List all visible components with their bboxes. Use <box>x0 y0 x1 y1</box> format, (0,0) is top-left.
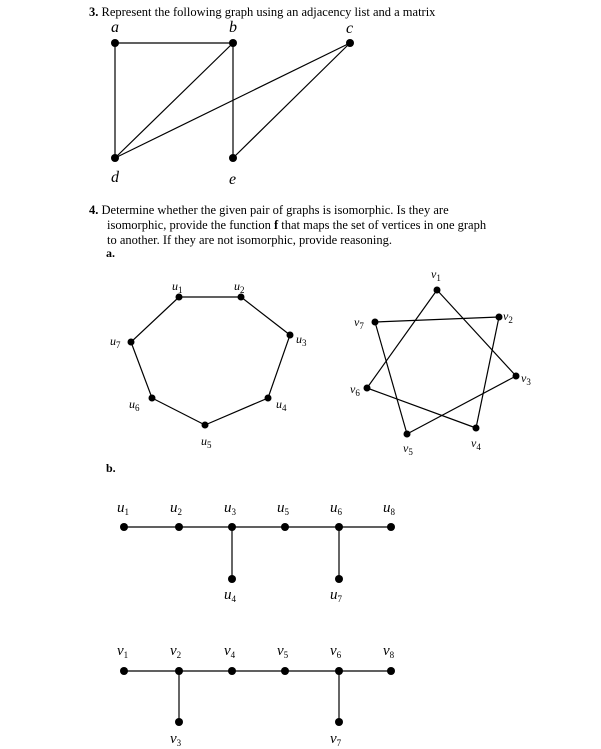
label-u2: $u_2$ <box>234 279 245 295</box>
label-b-v8: $v_8$ <box>383 643 395 660</box>
edge-v7-v2 <box>375 317 499 322</box>
edge-v6-v1 <box>367 290 437 388</box>
vertex-b-v6 <box>335 667 343 675</box>
edge-v4-v6 <box>367 388 476 428</box>
q4-line1-text: Determine whether the given pair of graphs is isomorphic. Is they are <box>101 203 449 217</box>
q4-line2-post: that maps the set of vertices in one graph <box>278 218 487 232</box>
heptagon-u <box>131 297 290 425</box>
label-u6: $u_6$ <box>129 397 140 413</box>
edge-c-e <box>233 43 350 158</box>
label-a: a <box>111 19 119 36</box>
vertex-b-v3 <box>175 718 183 726</box>
label-u4: $u_4$ <box>276 397 287 413</box>
label-b-u3: $u_3$ <box>224 500 236 517</box>
label-b-u8: $u_8$ <box>383 500 395 517</box>
label-u3: $u_3$ <box>296 332 307 348</box>
vertex-b-v8 <box>387 667 395 675</box>
edge-v1-v3 <box>437 290 516 376</box>
label-b-v4: $v_4$ <box>224 643 236 660</box>
vertex-v4 <box>473 425 480 432</box>
label-b-v2: $v_2$ <box>170 643 182 660</box>
vertex-b-v2 <box>175 667 183 675</box>
vertex-u5 <box>202 422 209 429</box>
vertex-v7 <box>372 319 379 326</box>
label-b-u4: $u_4$ <box>224 587 236 604</box>
vertex-b-u4 <box>228 575 236 583</box>
label-b-v3: $v_3$ <box>170 731 182 748</box>
q4-line2-pre: isomorphic, provide the function <box>107 218 274 232</box>
vertex-v1 <box>434 287 441 294</box>
label-v5: $v_5$ <box>403 441 413 457</box>
vertex-b-v7 <box>335 718 343 726</box>
part-a-label: a. <box>106 246 115 260</box>
label-c: c <box>346 20 354 37</box>
label-b-u6: $u_6$ <box>330 500 342 517</box>
label-b-u7: $u_7$ <box>330 587 342 604</box>
vertex-d <box>111 154 119 162</box>
vertex-b-u6 <box>335 523 343 531</box>
vertex-b-u8 <box>387 523 395 531</box>
label-b-u2: $u_2$ <box>170 500 182 517</box>
vertex-b-u2 <box>175 523 183 531</box>
vertex-u3 <box>287 332 294 339</box>
q3-text: Represent the following graph using an adjacency list and a matrix <box>101 5 436 19</box>
vertex-v6 <box>364 385 371 392</box>
vertex-b-v1 <box>120 667 128 675</box>
label-b: b <box>229 19 237 36</box>
vertex-v2 <box>496 314 503 321</box>
label-u7: $u_7$ <box>110 334 121 350</box>
vertex-e <box>229 154 237 162</box>
vertex-b-u5 <box>281 523 289 531</box>
edge-b-d <box>115 43 233 158</box>
vertex-b <box>229 39 237 47</box>
vertex-v5 <box>404 431 411 438</box>
label-v7: $v_7$ <box>354 315 364 331</box>
label-v6: $v_6$ <box>350 382 360 398</box>
label-v3: $v_3$ <box>521 371 531 387</box>
label-b-v1: $v_1$ <box>117 643 129 660</box>
vertex-v3 <box>513 373 520 380</box>
vertex-b-u3 <box>228 523 236 531</box>
label-b-u5: $u_5$ <box>277 500 289 517</box>
vertex-u4 <box>265 395 272 402</box>
edge-v3-v5 <box>407 376 516 434</box>
q4-number: 4. <box>89 203 99 217</box>
q3-number: 3. <box>89 5 99 19</box>
label-u1: $u_1$ <box>172 279 183 295</box>
vertex-u6 <box>149 395 156 402</box>
vertex-b-v4 <box>228 667 236 675</box>
vertex-a <box>111 39 119 47</box>
label-d: d <box>111 169 119 186</box>
q4-function-f: f <box>273 218 279 232</box>
edge-v2-v4 <box>476 317 499 428</box>
label-v1: $v_1$ <box>431 267 441 283</box>
vertex-c <box>346 39 354 47</box>
vertex-b-v5 <box>281 667 289 675</box>
label-u5: $u_5$ <box>201 434 212 450</box>
part-b-label: b. <box>106 461 116 475</box>
label-b-v6: $v_6$ <box>330 643 342 660</box>
q4-line3: to another. If they are not isomorphic, provide reasoning. <box>107 233 392 247</box>
vertex-u7 <box>128 339 135 346</box>
label-b-v5: $v_5$ <box>277 643 289 660</box>
label-b-v7: $v_7$ <box>330 731 342 748</box>
label-v4: $v_4$ <box>471 436 481 452</box>
vertex-b-u7 <box>335 575 343 583</box>
label-v2: $v_2$ <box>503 309 513 325</box>
vertex-b-u1 <box>120 523 128 531</box>
label-b-u1: $u_1$ <box>117 500 129 517</box>
label-e: e <box>229 171 237 188</box>
